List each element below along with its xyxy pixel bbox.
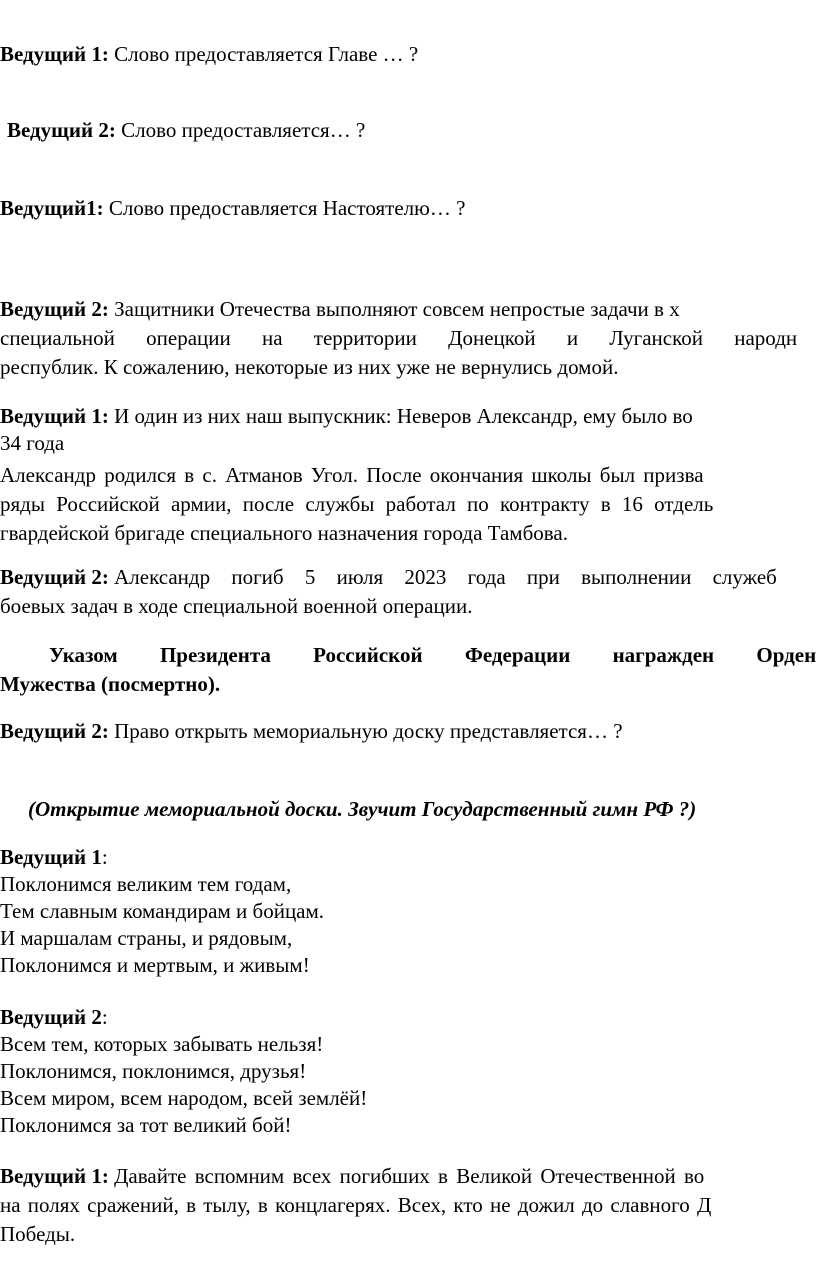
colon: : bbox=[101, 845, 108, 869]
paragraph-text: Право открыть мемориальную доску представляется… ? bbox=[108, 719, 623, 743]
stage-direction: (Открытие мемориальной доски. Звучит Государственный гимн РФ ?) bbox=[28, 797, 697, 821]
verse-line: Тем славным командирам и бойцам. bbox=[0, 899, 325, 923]
paragraph-8 bbox=[0, 718, 623, 745]
paragraph-line: Победы. bbox=[0, 1222, 76, 1246]
award-line: Мужества (посмертно). bbox=[0, 672, 221, 696]
paragraph-2 bbox=[7, 117, 365, 144]
paragraph-text: Слово предоставляется Настоятелю… ? bbox=[103, 196, 466, 220]
speaker-label: Ведущий 1 bbox=[0, 845, 102, 869]
speaker-label: Ведущий 2: bbox=[0, 719, 109, 743]
paragraph-line: Александр родился в с. Атманов Угол. После окончания школы был призва bbox=[0, 463, 704, 487]
speaker-label: Ведущий 2: bbox=[0, 297, 109, 321]
speaker-label: Ведущий 2: bbox=[0, 565, 109, 589]
paragraph-line: Защитники Отечества выполняют совсем непростые задачи в х bbox=[114, 297, 680, 321]
paragraph-3 bbox=[0, 195, 465, 222]
paragraph-line: Александр погиб 5 июля 2023 года при выполнении служеб bbox=[114, 565, 777, 589]
paragraph-line: 34 года bbox=[0, 431, 65, 455]
speaker-label: Ведущий 2 bbox=[0, 1005, 102, 1029]
paragraph-line: И один из них наш выпускник: Неверов Александр, ему было во bbox=[108, 404, 693, 428]
paragraph-text: Слово предоставляется… ? bbox=[115, 118, 366, 142]
paragraph-text: Слово предоставляется Главе … ? bbox=[108, 42, 419, 66]
speaker-label: Ведущий 1: bbox=[0, 42, 109, 66]
paragraph-6 bbox=[0, 564, 777, 620]
speaker-label: Ведущий1: bbox=[0, 196, 104, 220]
paragraph-1 bbox=[0, 41, 418, 68]
speaker-label: Ведущий 1: bbox=[0, 1164, 109, 1188]
paragraph-line: специальной операции на территории Донецкой и Луганской народн bbox=[0, 326, 798, 350]
award-line: Указом Президента Российской Федерации награжден Орден bbox=[49, 643, 816, 667]
verse-line: Всем тем, которых забывать нельзя! bbox=[0, 1032, 324, 1056]
paragraph-12 bbox=[0, 1163, 711, 1248]
verse-line: И маршалам страны, и рядовым, bbox=[0, 926, 293, 950]
paragraph-line: ряды Российской армии, после службы работал по контракту в 16 отдель bbox=[0, 492, 714, 516]
paragraph-7 bbox=[0, 642, 816, 698]
paragraph-11 bbox=[0, 1004, 367, 1139]
paragraph-line: боевых задач в ходе специальной военной операции. bbox=[0, 594, 473, 618]
speaker-label: Ведущий 2: bbox=[7, 118, 116, 142]
verse-line: Поклонимся великим тем годам, bbox=[0, 872, 292, 896]
paragraph-4 bbox=[0, 296, 816, 381]
paragraph-line: гвардейской бригаде специального назначения города Тамбова. bbox=[0, 521, 568, 545]
colon: : bbox=[101, 1005, 108, 1029]
paragraph-line: республик. К сожалению, некоторые из них уже не вернулись домой. bbox=[0, 355, 619, 379]
verse-line: Поклонимся, поклонимся, друзья! bbox=[0, 1059, 307, 1083]
speaker-label: Ведущий 1: bbox=[0, 404, 109, 428]
verse-line: Всем миром, всем народом, всей землёй! bbox=[0, 1086, 368, 1110]
paragraph-5 bbox=[0, 403, 713, 547]
paragraph-line: Давайте вспомним всех погибших в Великой Отечественной во bbox=[114, 1164, 705, 1188]
verse-line: Поклонимся за тот великий бой! bbox=[0, 1113, 292, 1137]
paragraph-line: на полях сражений, в тылу, в концлагерях. Всех, кто не дожил до славного Д bbox=[0, 1193, 712, 1217]
paragraph-10 bbox=[0, 844, 324, 979]
verse-line: Поклонимся и мертвым, и живым! bbox=[0, 953, 310, 977]
paragraph-9 bbox=[28, 796, 696, 823]
